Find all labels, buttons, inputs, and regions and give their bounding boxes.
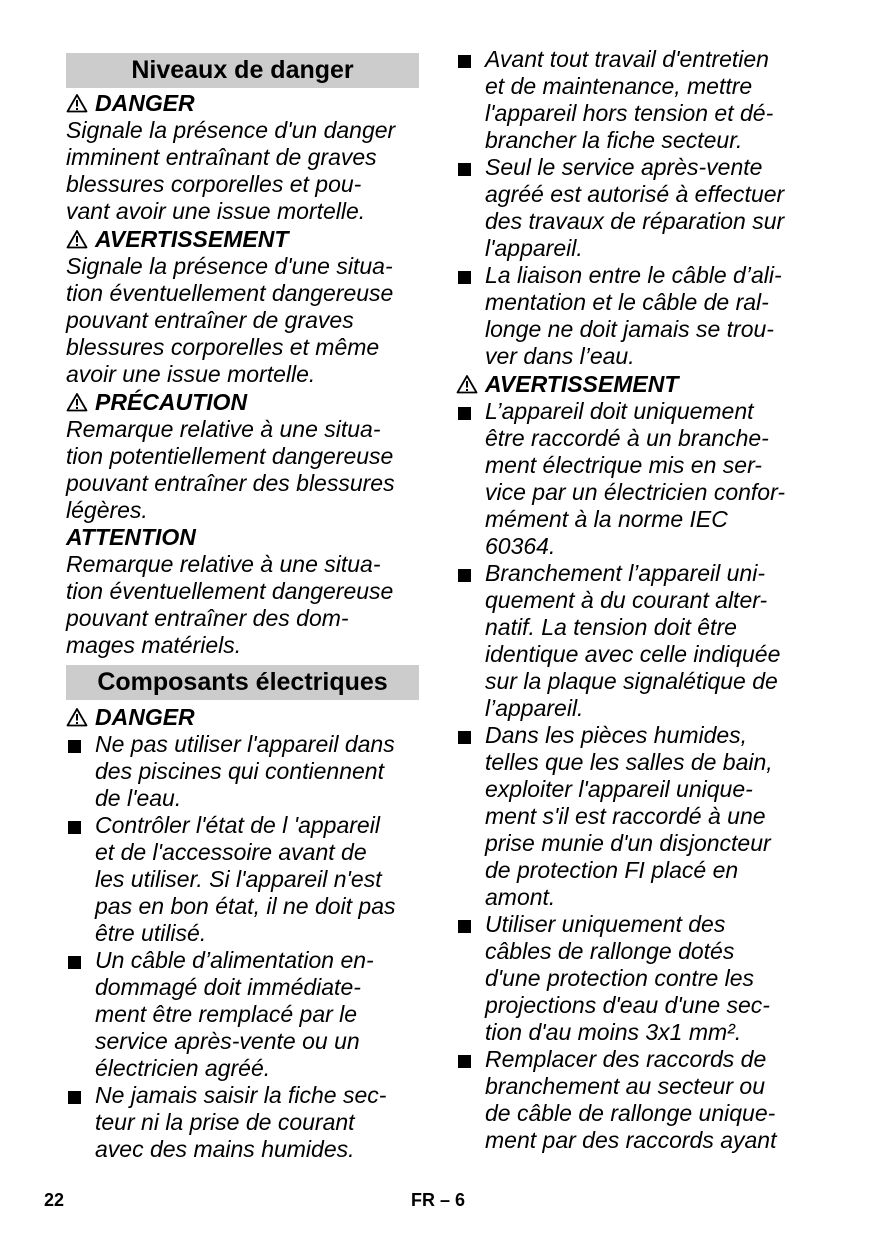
- bullet-square-icon: [458, 731, 471, 744]
- danger-label: DANGER: [66, 90, 195, 117]
- section-title-niveaux-de-danger: Niveaux de danger: [66, 53, 419, 88]
- bullet-text-line: exploiter l'appareil unique-: [485, 776, 753, 802]
- bullet-text-line: mément à la norme IEC: [485, 506, 728, 532]
- bullet-text-line: Ne pas utiliser l'appareil dans: [95, 731, 395, 757]
- bullet-text-line: pas en bon état, il ne doit pas: [95, 893, 396, 919]
- bullet-text-line: et de l'accessoire avant de: [95, 839, 367, 865]
- avertissement-label: AVERTISSEMENT: [456, 371, 678, 398]
- page-number: 22: [44, 1190, 65, 1210]
- bullet-text-line: Utiliser uniquement des: [485, 911, 726, 937]
- avertissement-text-line: pouvant entraîner de graves: [66, 307, 354, 333]
- bullet-text-line: Remplacer des raccords de: [485, 1046, 767, 1072]
- attention-text-line: pouvant entraîner des dom-: [66, 605, 349, 631]
- avertissement-text-line: Signale la présence d'une situa-: [66, 253, 393, 279]
- warning-triangle-icon: [66, 93, 88, 113]
- bullet-text-line: teur ni la prise de courant: [95, 1109, 355, 1135]
- bullet-text-line: ment par des raccords ayant: [485, 1127, 777, 1153]
- bullet-text-line: Branchement l’appareil uni-: [485, 560, 765, 586]
- bullet-text-line: agréé est autorisé à effectuer: [485, 181, 785, 207]
- bullet-text-line: 60364.: [485, 533, 556, 559]
- warning-triangle-icon: [66, 392, 88, 412]
- bullet-text-line: longe ne doit jamais se trou-: [485, 316, 774, 342]
- bullet-text-line: quement à du courant alter-: [485, 587, 768, 613]
- bullet-square-icon: [68, 740, 81, 753]
- bullet-text-line: service après-vente ou un: [95, 1028, 360, 1054]
- attention-text-line: mages matériels.: [66, 632, 242, 658]
- bullet-square-icon: [68, 821, 81, 834]
- bullet-text-line: l’appareil.: [485, 695, 584, 721]
- bullet-text-line: des piscines qui contiennent: [95, 758, 384, 784]
- bullet-text-line: dommagé doit immédiate-: [95, 974, 361, 1000]
- bullet-text-line: câbles de rallonge dotés: [485, 938, 735, 964]
- bullet-text-line: de protection FI placé en: [485, 857, 739, 883]
- bullet-text-line: Dans les pièces humides,: [485, 722, 748, 748]
- danger-text-line: Signale la présence d'un danger: [66, 117, 396, 143]
- attention-text-line: Remarque relative à une situa-: [66, 551, 381, 577]
- bullet-text-line: ment être remplacé par le: [95, 1001, 358, 1027]
- bullet-text-line: les utiliser. Si l'appareil n'est: [95, 866, 382, 892]
- bullet-text-line: être utilisé.: [95, 920, 207, 946]
- bullet-text-line: l'appareil.: [485, 235, 583, 261]
- bullet-text-line: identique avec celle indiquée: [485, 641, 781, 667]
- bullet-text-line: Contrôler l'état de l 'appareil: [95, 812, 380, 838]
- danger-text-line: imminent entraînant de graves: [66, 144, 377, 170]
- bullet-text-line: L’appareil doit uniquement: [485, 398, 754, 424]
- avertissement-text-line: tion éventuellement dangereuse: [66, 280, 394, 306]
- bullet-text-line: et de maintenance, mettre: [485, 73, 753, 99]
- bullet-text-line: Ne jamais saisir la fiche sec-: [95, 1082, 387, 1108]
- bullet-text-line: ment électrique mis en ser-: [485, 452, 762, 478]
- bullet-text-line: de l'eau.: [95, 785, 182, 811]
- precaution-text-line: légères.: [66, 497, 148, 523]
- bullet-text-line: Seul le service après-vente: [485, 154, 763, 180]
- avertissement-label: AVERTISSEMENT: [66, 226, 288, 253]
- bullet-text-line: natif. La tension doit être: [485, 614, 737, 640]
- precaution-text-line: tion potentiellement dangereuse: [66, 443, 394, 469]
- bullet-text-line: ver dans l’eau.: [485, 343, 635, 369]
- section-title-composants-electriques: Composants électriques: [66, 665, 419, 700]
- avertissement-text-line: blessures corporelles et même: [66, 334, 380, 360]
- bullet-text-line: ment s'il est raccordé à une: [485, 803, 766, 829]
- bullet-text-line: être raccordé à un branche-: [485, 425, 769, 451]
- bullet-square-icon: [458, 1055, 471, 1068]
- bullet-text-line: l'appareil hors tension et dé-: [485, 100, 774, 126]
- bullet-square-icon: [458, 407, 471, 420]
- bullet-text-line: branchement au secteur ou: [485, 1073, 766, 1099]
- bullet-text-line: Avant tout travail d'entretien: [485, 46, 769, 72]
- bullet-text-line: telles que les salles de bain,: [485, 749, 773, 775]
- bullet-square-icon: [458, 920, 471, 933]
- warning-triangle-icon: [66, 707, 88, 727]
- bullet-square-icon: [458, 163, 471, 176]
- danger-text-line: blessures corporelles et pou-: [66, 171, 362, 197]
- bullet-text-line: avec des mains humides.: [95, 1136, 355, 1162]
- precaution-text-line: pouvant entraîner des blessures: [66, 470, 395, 496]
- bullet-text-line: tion d'au moins 3x1 mm².: [485, 1019, 742, 1045]
- bullet-text-line: de câble de rallonge unique-: [485, 1100, 776, 1126]
- bullet-text-line: mentation et le câble de ral-: [485, 289, 769, 315]
- attention-label: ATTENTION: [66, 524, 196, 550]
- bullet-square-icon: [68, 956, 81, 969]
- bullet-text-line: vice par un électricien confor-: [485, 479, 785, 505]
- bullet-text-line: amont.: [485, 884, 556, 910]
- danger-text-line: vant avoir une issue mortelle.: [66, 198, 366, 224]
- section-reference: FR – 6: [411, 1190, 466, 1210]
- bullet-text-line: prise munie d'un disjoncteur: [485, 830, 771, 856]
- attention-text-line: tion éventuellement dangereuse: [66, 578, 394, 604]
- bullet-square-icon: [458, 55, 471, 68]
- bullet-text-line: d'une protection contre les: [485, 965, 755, 991]
- bullet-square-icon: [458, 569, 471, 582]
- bullet-text-line: électricien agréé.: [95, 1055, 271, 1081]
- warning-triangle-icon: [66, 229, 88, 249]
- bullet-text-line: La liaison entre le câble d’ali-: [485, 262, 782, 288]
- warning-triangle-icon: [456, 374, 478, 394]
- bullet-text-line: sur la plaque signalétique de: [485, 668, 778, 694]
- bullet-text-line: Un câble d’alimentation en-: [95, 947, 374, 973]
- avertissement-text-line: avoir une issue mortelle.: [66, 361, 316, 387]
- danger-label: DANGER: [66, 704, 195, 731]
- precaution-text-line: Remarque relative à une situa-: [66, 416, 381, 442]
- precaution-label: PRÉCAUTION: [66, 389, 247, 416]
- bullet-square-icon: [68, 1091, 81, 1104]
- bullet-square-icon: [458, 271, 471, 284]
- bullet-text-line: projections d'eau d'une sec-: [485, 992, 770, 1018]
- bullet-text-line: des travaux de réparation sur: [485, 208, 785, 234]
- bullet-text-line: brancher la fiche secteur.: [485, 127, 743, 153]
